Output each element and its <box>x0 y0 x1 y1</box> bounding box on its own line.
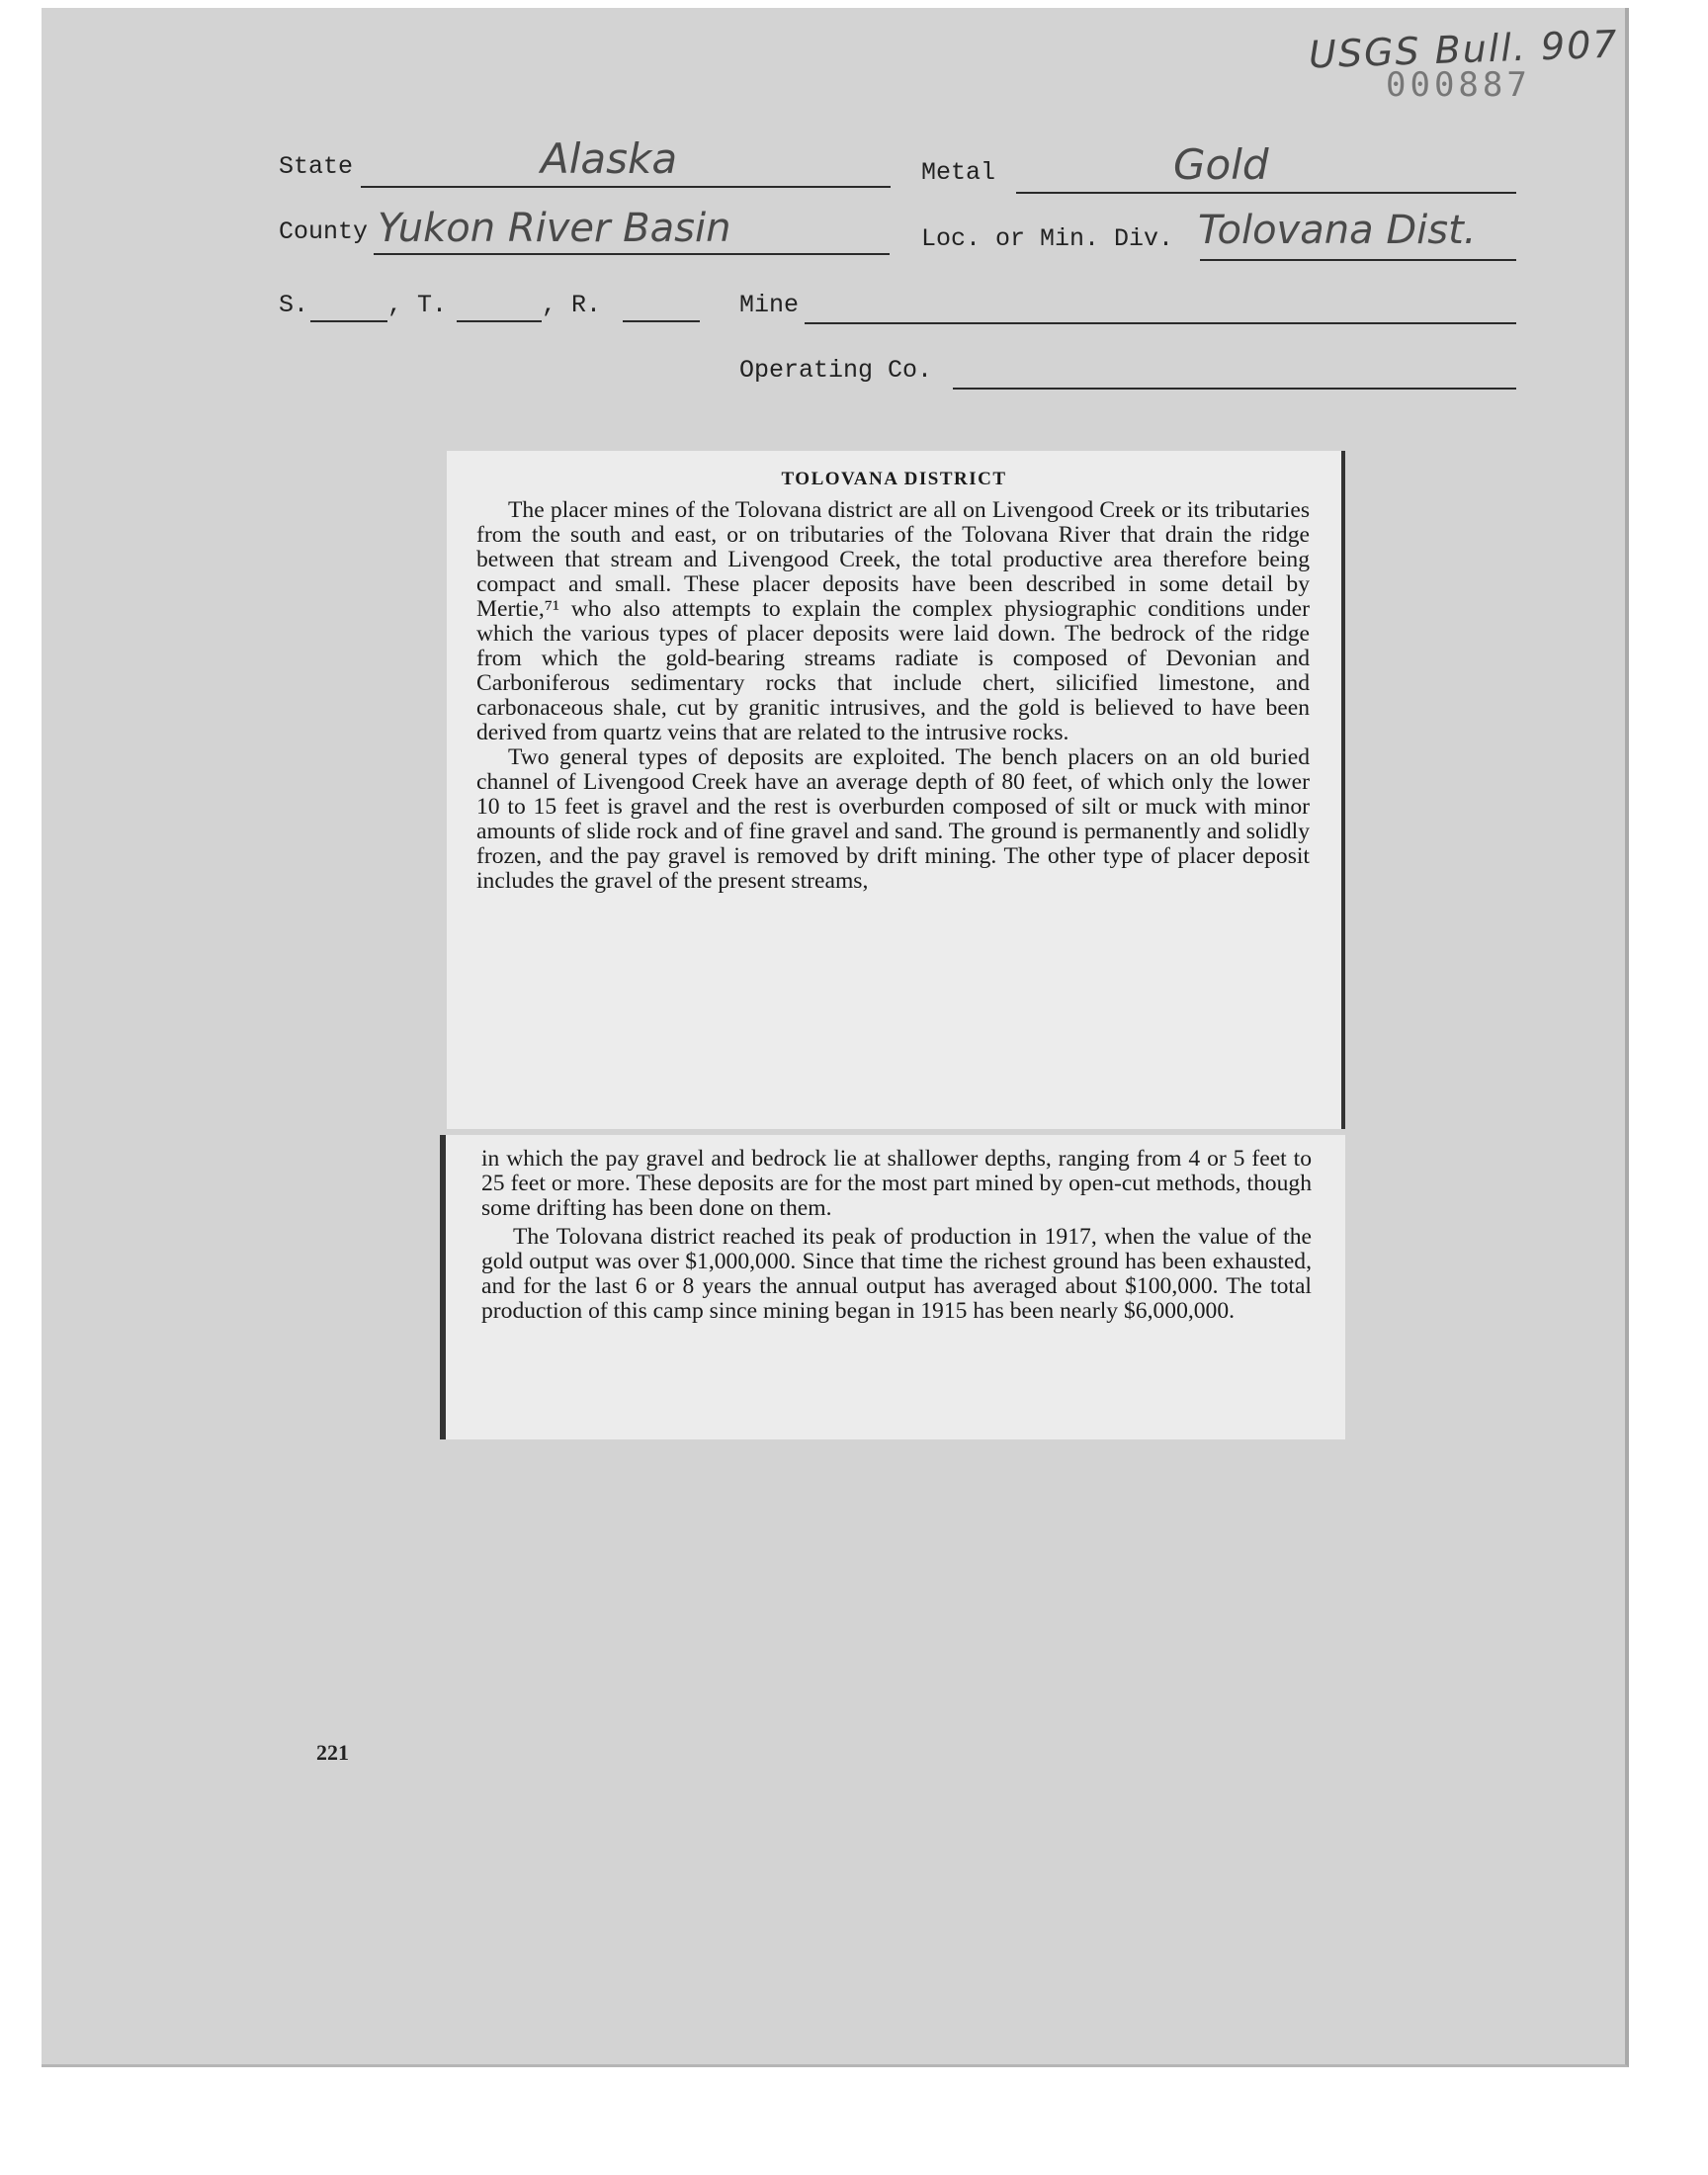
clipping-part-2 <box>440 1135 1345 1439</box>
mine-underline <box>805 322 1516 324</box>
clipping-part-1 <box>447 451 1345 1129</box>
state-value: Alaska <box>541 134 678 183</box>
range-label: , R. <box>542 291 602 319</box>
state-underline <box>361 186 891 188</box>
loc-div-label: Loc. or Min. Div. <box>921 224 1174 253</box>
clipping-paragraph-2: Two general types of deposits are exploited. The bench placers on an old buried channel of Livengood Creek have an average depth of 80 feet, of which only the lower 10 to 15 feet is gravel and the rest is overburden composed of silt or muck with minor amounts of slide rock and of fine gravel and sand. The ground is permanently and solidly frozen, and the pay gravel is removed by drift mining. The other type of placer deposit includes the gravel of the present streams, <box>476 744 1310 894</box>
loc-div-underline <box>1200 259 1516 261</box>
county-value: Yukon River Basin <box>378 206 731 251</box>
section-underline <box>310 320 387 322</box>
state-label: State <box>279 152 354 181</box>
metal-value: Gold <box>1173 140 1269 189</box>
metal-label: Metal <box>921 158 996 187</box>
township-underline <box>457 320 542 322</box>
section-label: S. <box>279 291 309 319</box>
mine-label: Mine <box>739 291 800 319</box>
record-card <box>42 8 1629 2067</box>
metal-underline <box>1016 192 1516 194</box>
clipping-paragraph-3: in which the pay gravel and bedrock lie at shallower depths, ranging from 4 or 5 feet to 25 feet or more. These deposits are for the most part mined by open-cut methods, though some drifting has been done on them. <box>481 1146 1312 1221</box>
loc-div-value: Tolovana Dist. <box>1198 208 1477 253</box>
page-number: 221 <box>316 1740 349 1765</box>
county-label: County <box>279 218 369 246</box>
range-underline <box>623 320 700 322</box>
catalog-number-stamp: 000887 <box>1386 65 1531 105</box>
county-underline <box>374 253 890 255</box>
operating-co-label: Operating Co. <box>739 356 933 385</box>
township-label: , T. <box>387 291 448 319</box>
handwritten-reference-note: USGS Bull. 907 <box>1308 22 1620 77</box>
clipping-paragraph-1: The placer mines of the Tolovana district are all on Livengood Creek or its tributaries from the south and east, or on tributaries of the Tolovana River that drain the ridge between that stream and Livengood Creek, the total productive area therefore being compact and small. These placer deposits have been described in some detail by Mertie,⁷¹ who also attempts to explain the complex physiographic conditions under which the various types of placer deposits were laid down. The bedrock of the ridge from which the gold-bearing streams radiate is composed of Devonian and Carboniferous sedimentary rocks that include chert, silicified limestone, and carbonaceous shale, cut by granitic intrusives, and the gold is believed to have been derived from quartz veins that are related to the intrusive rocks. <box>476 497 1310 745</box>
clipping-heading: TOLOVANA DISTRICT <box>781 469 1007 489</box>
clipping-paragraph-4: The Tolovana district reached its peak of production in 1917, when the value of the gold output was over $1,000,000. Since that time the richest ground has been exhausted, and for the last 6 or 8 years the annual output has averaged about $100,000. The total production of this camp since mining began in 1915 has been nearly $6,000,000. <box>481 1224 1312 1324</box>
operating-co-underline <box>953 388 1516 390</box>
